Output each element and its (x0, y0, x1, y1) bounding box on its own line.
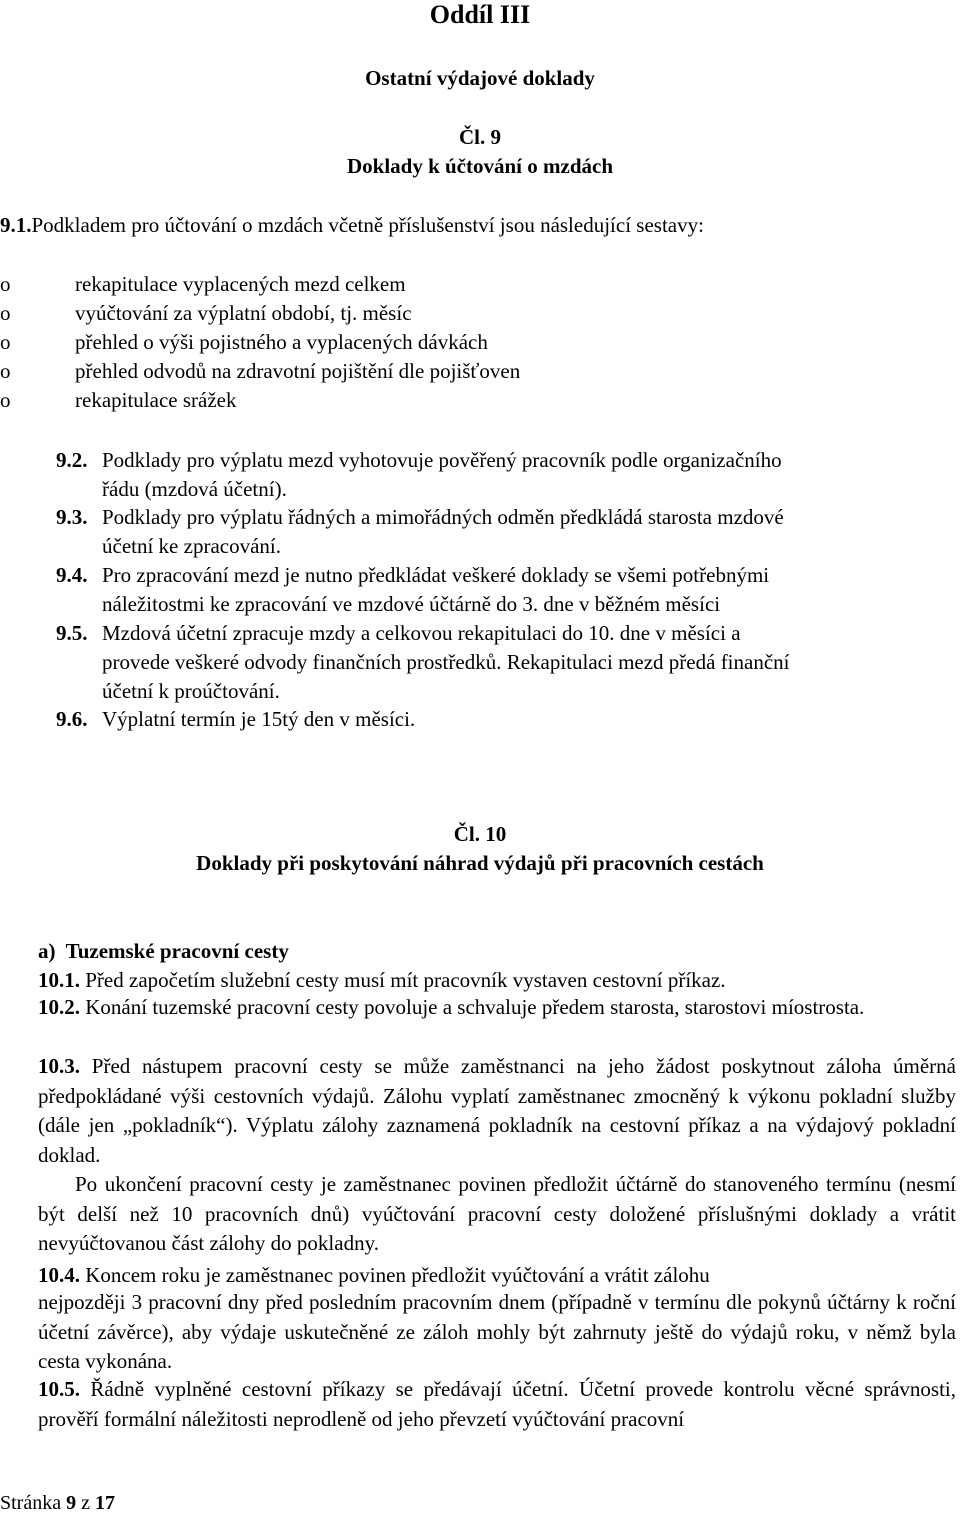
paragraph-line: Podklady pro výplatu řádných a mimořádných odměn předkládá starosta mzdové (102, 505, 784, 529)
subheading-a: a) Tuzemské pracovní cesty (38, 939, 289, 963)
bullet-marker: o (0, 301, 11, 325)
paragraph-number: 10.1. (38, 968, 80, 992)
paragraph-line: účetní k proúčtování. (102, 679, 280, 703)
paragraph-10-3-continued: Po ukončení pracovní cesty je zaměstnanec povinen předložit účtárně do stanoveného termínu (nesmí být delší než 10 pracovních dnů) vyúčtování pracovní cesty doložené příslušnými doklady a vrátit nevyúčtovanou část zálohy do pokladny. (38, 1172, 956, 1255)
paragraph-line: náležitostmi ke zpracování ve mzdové účtárně do 3. dne v běžném měsíci (102, 592, 721, 616)
paragraph-line: provede veškeré odvody finančních prostředků. Rekapitulaci mezd předá finanční (102, 650, 790, 674)
paragraph-number: 10.4. (38, 1263, 80, 1287)
paragraph-text: Řádně vyplněné cestovní příkazy se předávají účetní. Účetní provede kontrolu věcné správnosti, prověří formální náležitosti neprodleně od jeho převzetí vyúčtování pracovní (38, 1377, 957, 1431)
paragraph-line: Podklady pro výplatu mezd vyhotovuje pověřený pracovník podle organizačního (102, 448, 782, 472)
bullet-marker: o (0, 359, 11, 383)
page-label: Stránka (0, 1492, 62, 1514)
paragraph-10-5 (38, 1375, 956, 1434)
page-of-label: z (81, 1492, 90, 1514)
paragraph-number: 9.1. (0, 213, 32, 237)
list-item-text: přehled odvodů na zdravotní pojištění dle pojišťoven (75, 359, 521, 383)
paragraph-number: 9.4. (56, 563, 88, 587)
paragraph-line (38, 1265, 710, 1286)
paragraph-number: 9.6. (56, 707, 88, 731)
paragraph-number: 9.3. (56, 505, 88, 529)
page-number: 9 (66, 1492, 77, 1514)
paragraph-10-2 (38, 993, 956, 1023)
section-subtitle: Ostatní výdajové doklady (365, 66, 595, 90)
paragraph-line: účetní ke zpracování. (102, 534, 281, 558)
paragraph-10-1 (38, 970, 726, 991)
paragraph-text: nejpozději 3 pracovní dny před posledním pracovním dnem (případně v termínu dle pokynů účtárny k roční účetní závěrce), aby výdaje uskutečněné ze záloh mohly být zahrnuty ještě do výdajů roku, v němž byla cesta vykonána. (38, 1290, 956, 1373)
paragraph-9-1 (0, 215, 704, 236)
paragraph-text: Před nástupem pracovní cesty se může zaměstnanci na jeho žádost poskytnout záloha úměrná předpokládané výši cestovních výdajů. Zálohu vyplatí zaměstnanec zmocněný k výkonu pokladní služby (dále jen „pokladník“). Výplatu zálohy zaznamená pokladník na cestovní příkaz a na výdajový pokladní doklad. (38, 1054, 956, 1167)
article-10-label: Čl. 10 (453, 822, 507, 846)
section-title: Oddíl III (429, 0, 531, 29)
paragraph-text: Před započetím služební cesty musí mít pracovník vystaven cestovní příkaz. (85, 968, 726, 992)
bullet-marker: o (0, 388, 11, 412)
paragraph-line: řádu (mzdová účetní). (102, 477, 287, 501)
paragraph-line: Výplatní termín je 15tý den v měsíci. (102, 707, 416, 731)
article-9-heading: Doklady k účtování o mzdách (346, 154, 614, 178)
list-item-text: vyúčtování za výplatní období, tj. měsíc (75, 301, 412, 325)
page-total: 17 (94, 1492, 115, 1514)
page-footer (0, 1493, 115, 1513)
bullet-marker: o (0, 330, 11, 354)
paragraph-number: 9.2. (56, 448, 88, 472)
paragraph-line: Pro zpracování mezd je nutno předkládat veškeré doklady se všemi potřebnými (102, 563, 770, 587)
bullet-marker: o (0, 272, 11, 296)
paragraph-text: Podkladem pro účtování o mzdách včetně příslušenství jsou následující sestavy: (31, 213, 704, 237)
article-9-label: Čl. 9 (459, 125, 501, 149)
list-item-text: rekapitulace vyplacených mezd celkem (75, 272, 406, 296)
paragraph-number: 10.3. (38, 1054, 80, 1078)
paragraph-text: Koncem roku je zaměstnanec povinen předložit vyúčtování a vrátit zálohu (85, 1263, 710, 1287)
paragraph-number: 9.5. (56, 621, 88, 645)
paragraph-10-3 (38, 1052, 956, 1170)
paragraph-text: Konání tuzemské pracovní cesty povoluje a schvaluje předem starosta, starostovi míostrosta. (85, 995, 865, 1019)
list-item-text: rekapitulace srážek (75, 388, 237, 412)
article-10-heading: Doklady při poskytování náhrad výdajů při pracovních cestách (196, 851, 764, 875)
paragraph-number: 10.5. (38, 1377, 80, 1401)
list-item-text: přehled o výši pojistného a vyplacených dávkách (75, 330, 488, 354)
paragraph-number: 10.2. (38, 995, 80, 1019)
paragraph-line: Mzdová účetní zpracuje mzdy a celkovou rekapitulaci do 10. dne v měsíci a (102, 621, 741, 645)
